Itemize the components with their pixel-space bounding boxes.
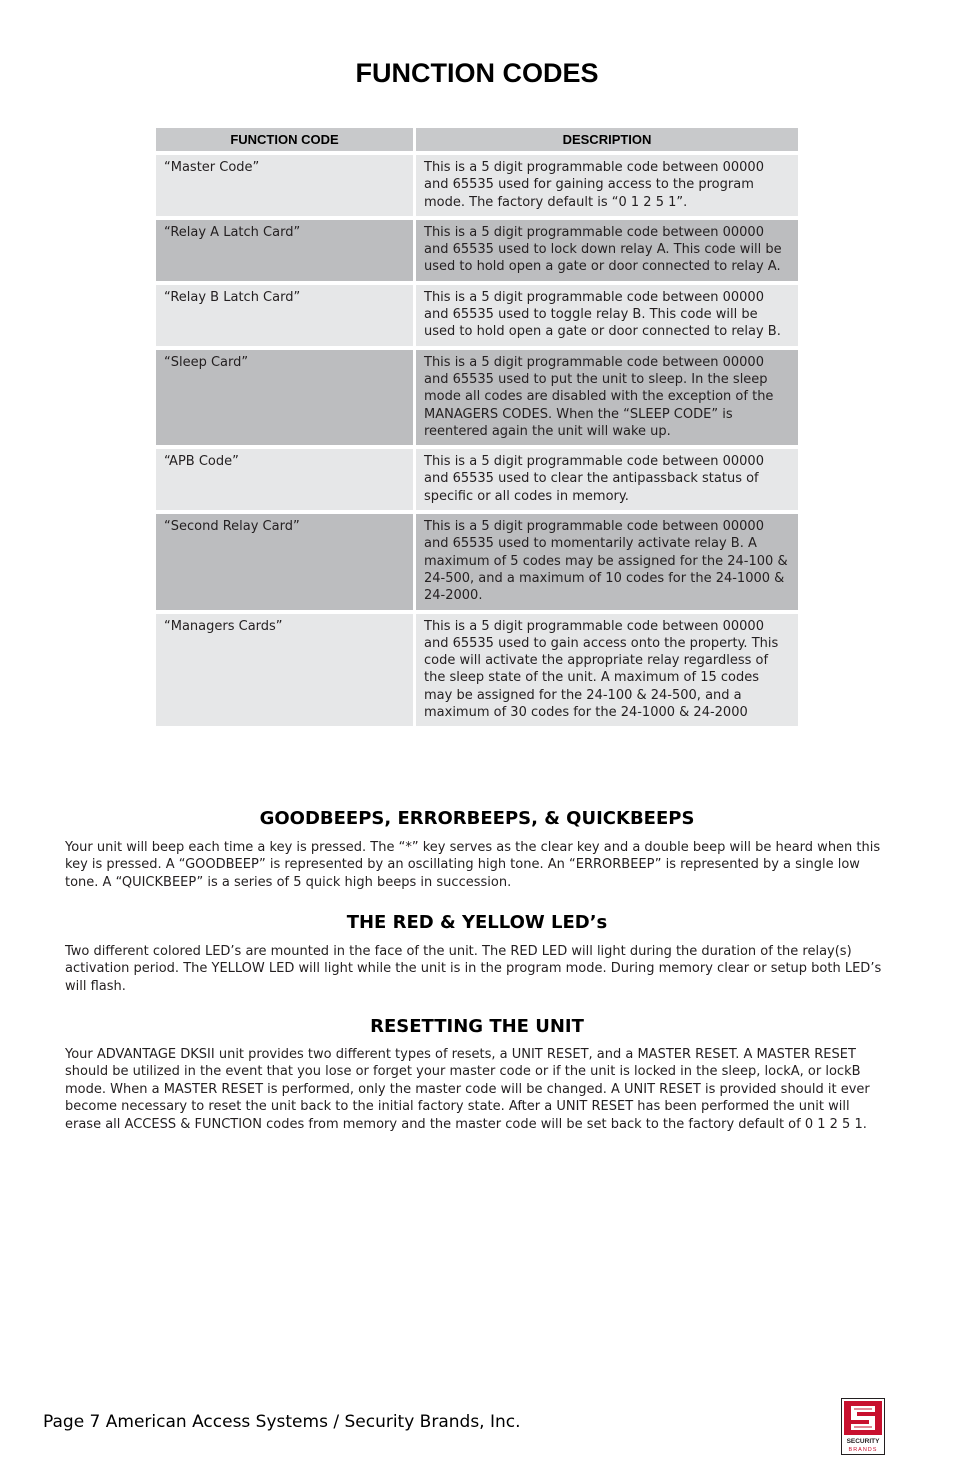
table-row: [156, 614, 798, 727]
description-cell: This is a 5 digit programmable code between 00000 and 65535 used to lock down relay A. This code will be used to hold open a gate or door connected to relay A.: [416, 220, 798, 281]
function-code-cell: “Master Code”: [156, 155, 413, 216]
table-row: [156, 514, 798, 609]
page-title: FUNCTION CODES: [355, 58, 599, 88]
logo-text-security: SECURITY: [846, 1438, 880, 1445]
function-code-cell: “Managers Cards”: [156, 614, 413, 727]
description-cell: This is a 5 digit programmable code between 00000 and 65535 used to put the unit to sleep. In the sleep mode all codes are disabled with the exception of the MANAGERS CODES. When the “SLEEP CODE” is reentered again the unit will wake up.: [416, 350, 798, 445]
table-row: [156, 350, 798, 445]
table-row: [156, 155, 798, 216]
function-code-cell: “Relay B Latch Card”: [156, 285, 413, 346]
description-cell: This is a 5 digit programmable code between 00000 and 65535 used for gaining access to the program mode. The factory default is “0 1 2 5 1”.: [416, 155, 798, 216]
column-header-function-code: FUNCTION CODE: [156, 128, 413, 151]
table-row: [156, 285, 798, 346]
function-code-cell: “Relay A Latch Card”: [156, 220, 413, 281]
section-body-reset: Your ADVANTAGE DKSII unit provides two different types of resets, a UNIT RESET, and a MASTER RESET. A MASTER RESET should be utilized in the event that you lose or forget your master code or if the unit is locked in the sleep, lockA, or lockB mode. When a MASTER RESET is performed, only the master code will be changed. A UNIT RESET is provided should it ever become necessary to reset the unit back to the initial factory state. After a UNIT RESET has been performed the unit will erase all ACCESS & FUNCTION codes from memory and the master code will be set back to the factory default of 0 1 2 5 1.: [65, 1047, 870, 1132]
section-heading-leds: THE RED & YELLOW LED’s: [346, 912, 608, 933]
table-row: [156, 449, 798, 510]
logo-text-brands: BRANDS: [848, 1447, 878, 1453]
column-header-description: DESCRIPTION: [416, 128, 798, 151]
function-code-cell: “Second Relay Card”: [156, 514, 413, 609]
section-body-beeps: Your unit will beep each time a key is pressed. The “*” key serves as the clear key and a double beep will be heard when this key is pressed. A “GOODBEEP” is represented by an oscillating high tone. An “ERRORBEEP” is represented by a single low tone. A “QUICKBEEP” is a series of 5 quick high beeps in succession.: [65, 840, 881, 890]
function-code-cell: “Sleep Card”: [156, 350, 413, 445]
description-cell: This is a 5 digit programmable code between 00000 and 65535 used to clear the antipassback status of specific or all codes in memory.: [416, 449, 798, 510]
description-cell: This is a 5 digit programmable code between 00000 and 65535 used to gain access onto the property. This code will activate the appropriate relay regardless of the sleep state of the unit. A maximum of 15 codes may be assigned for the 24-100 & 24-500, and a maximum of 30 codes for the 24-1000 & 24-2000: [416, 614, 798, 727]
page-footer: Page 7 American Access Systems / Security Brands, Inc.: [43, 1412, 521, 1432]
table-header-row: [156, 128, 798, 151]
section-heading-beeps: GOODBEEPS, ERRORBEEPS, & QUICKBEEPS: [259, 808, 695, 829]
table-row: [156, 220, 798, 281]
section-body-leds: Two different colored LED’s are mounted in the face of the unit. The RED LED will light during the duration of the relay(s) activation period. The YELLOW LED will light while the unit is in the program mode. During memory clear or setup both LED’s will flash.: [65, 944, 882, 994]
description-cell: This is a 5 digit programmable code between 00000 and 65535 used to toggle relay B. This code will be used to hold open a gate or door connected to relay B.: [416, 285, 798, 346]
section-heading-reset: RESETTING THE UNIT: [370, 1016, 584, 1037]
security-brands-logo: [841, 1398, 885, 1455]
function-code-cell: “APB Code”: [156, 449, 413, 510]
function-codes-table: [153, 124, 801, 730]
description-cell: This is a 5 digit programmable code between 00000 and 65535 used to momentarily activate relay B. A maximum of 5 codes may be assigned for the 24-100 & 24-500, and a maximum of 10 codes for the 24-1000 & 24-2000.: [416, 514, 798, 609]
